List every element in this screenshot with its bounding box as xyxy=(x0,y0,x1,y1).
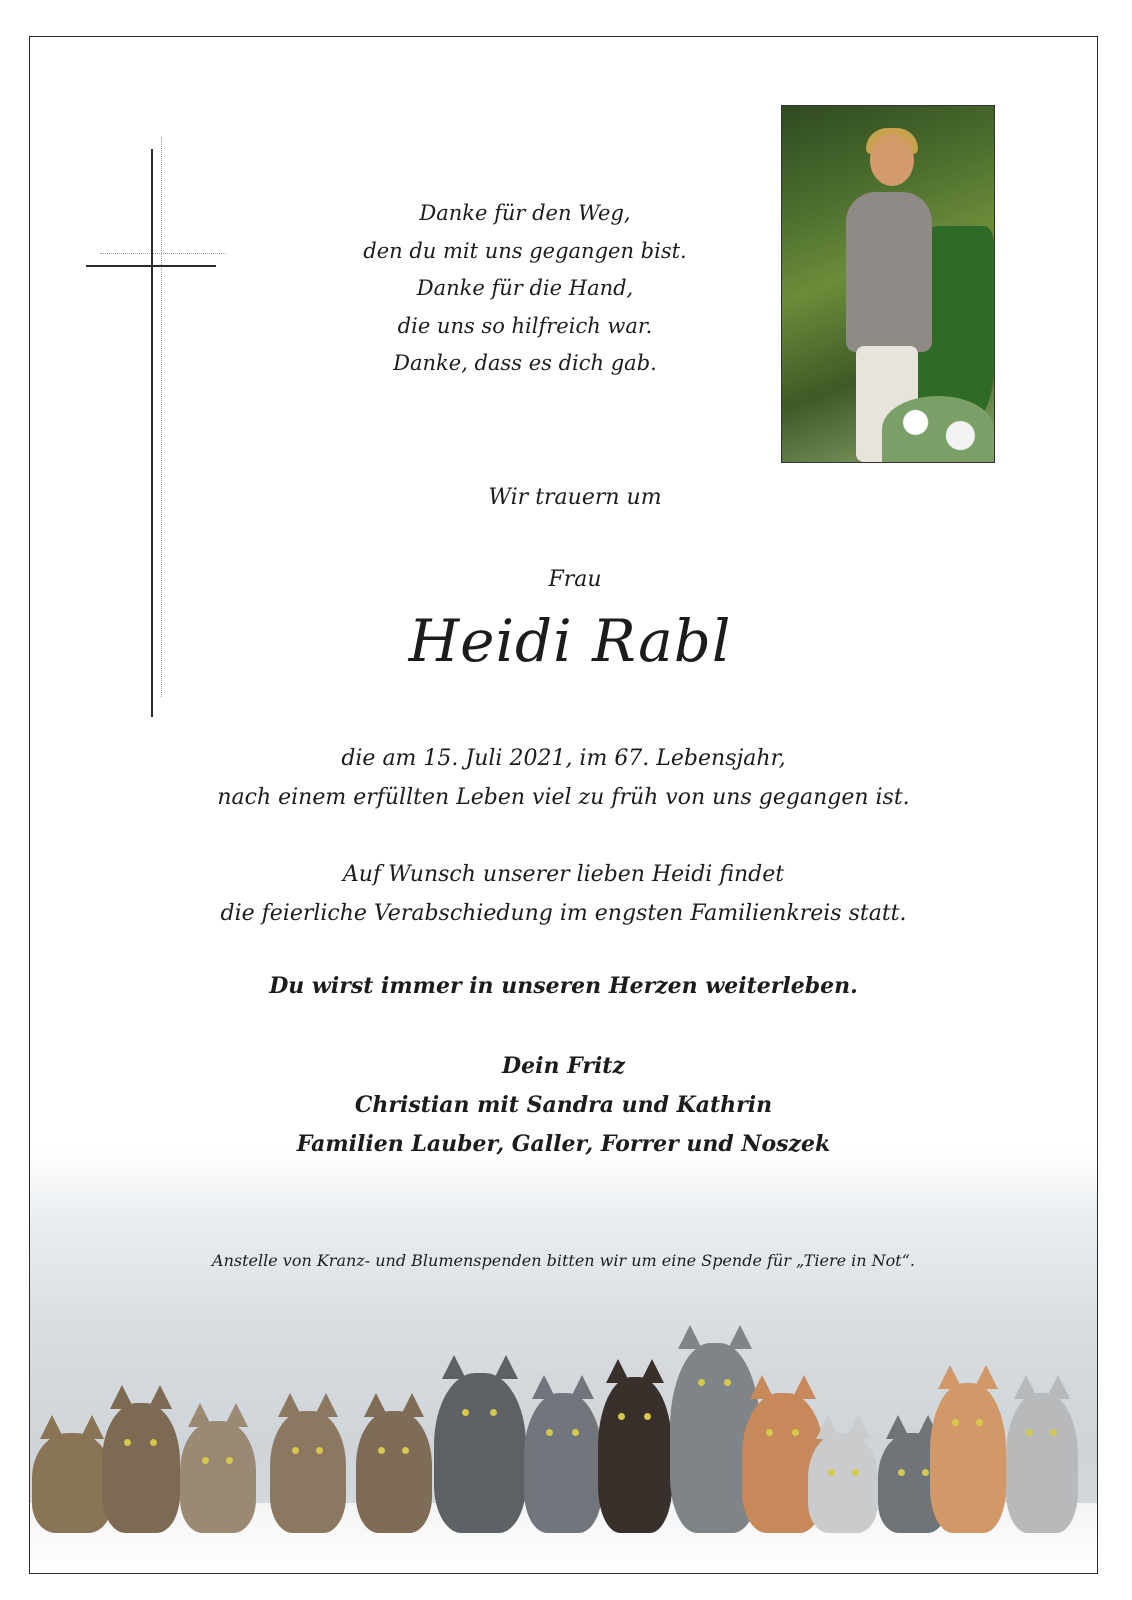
deceased-name: Heidi Rabl xyxy=(408,607,732,675)
quote-line: Danke für den Weg, xyxy=(419,201,631,225)
cat-image xyxy=(270,1411,346,1533)
cat-image xyxy=(1006,1393,1078,1533)
cat-image xyxy=(598,1377,672,1533)
cross-shadow-vertical xyxy=(161,137,163,697)
photo-flowers xyxy=(882,396,994,462)
quote-line: Danke für die Hand, xyxy=(416,276,634,300)
cross-shadow-horizontal xyxy=(100,253,226,255)
mourners-list xyxy=(30,1047,1097,1164)
mourner-line: Familien Lauber, Galler, Forrer und Noszek xyxy=(296,1131,831,1157)
portrait-photo xyxy=(781,105,995,463)
photo-person-body xyxy=(846,192,932,352)
memorial-motto: Du wirst immer in unseren Herzen weiterleben. xyxy=(269,973,858,999)
quote-line: die uns so hilfreich war. xyxy=(397,313,653,338)
ceremony-notice xyxy=(30,855,1097,933)
death-text-line: die am 15. Juli 2021, im 67. Lebensjahr, xyxy=(341,746,786,771)
quote-line: Danke, dass es dich gab. xyxy=(393,351,657,375)
cats-illustration xyxy=(30,1313,1097,1573)
cat-image xyxy=(808,1433,878,1533)
cat-image xyxy=(930,1383,1006,1533)
salutation: Frau xyxy=(548,567,602,592)
cat-image xyxy=(356,1411,432,1533)
cat-image xyxy=(434,1373,526,1533)
cat-image xyxy=(180,1421,256,1533)
cat-image xyxy=(32,1433,112,1533)
donation-note: Anstelle von Kranz- und Blumenspenden bitten wir um eine Spende für „Tiere in Not“. xyxy=(212,1251,915,1270)
cat-image xyxy=(524,1393,602,1533)
obituary-card xyxy=(29,36,1098,1574)
wish-text-line: Auf Wunsch unserer lieben Heidi findet xyxy=(342,862,785,887)
death-text-line: nach einem erfüllten Leben viel zu früh von uns gegangen ist. xyxy=(217,785,910,810)
wish-text-line: die feierliche Verabschiedung im engsten Familienkreis statt. xyxy=(220,901,907,926)
quote-line: den du mit uns gegangen bist. xyxy=(363,238,687,263)
mourner-line: Dein Fritz xyxy=(502,1053,625,1079)
cross-icon-vertical-bar xyxy=(151,149,153,717)
mourning-line: Wir trauern um xyxy=(488,485,662,510)
death-announcement xyxy=(30,739,1097,817)
memorial-quote xyxy=(360,195,690,383)
cat-image xyxy=(102,1403,180,1533)
photo-person-head xyxy=(870,134,914,186)
cross-icon-horizontal-bar xyxy=(86,265,216,267)
mourner-line: Christian mit Sandra und Kathrin xyxy=(354,1092,773,1118)
